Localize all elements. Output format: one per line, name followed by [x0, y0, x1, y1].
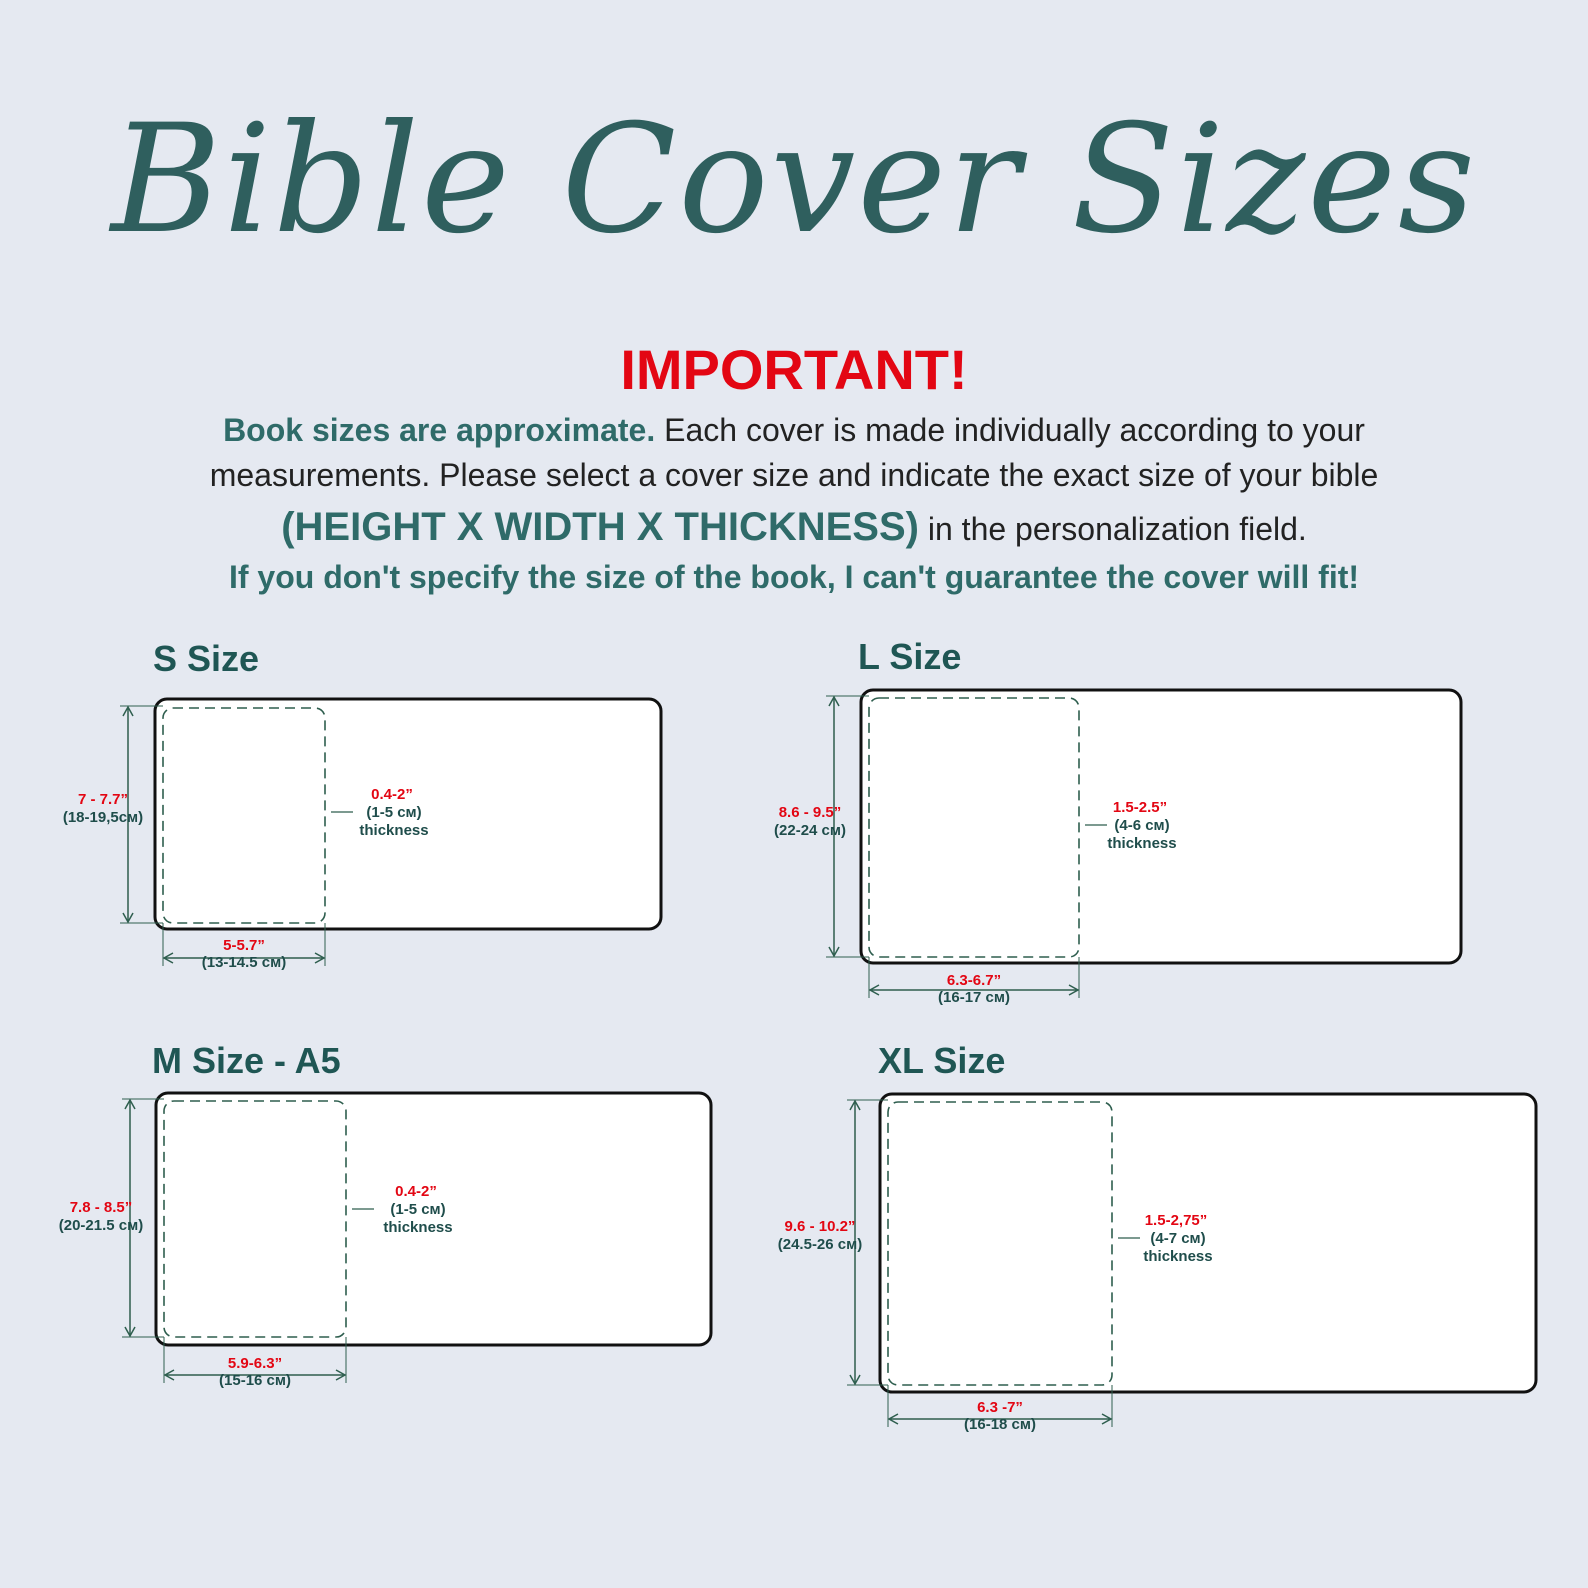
size-title-l: L Size — [858, 636, 962, 677]
intro-line-1-bold: Book sizes are approximate. — [223, 412, 656, 448]
intro-line-3-bold: (HEIGHT X WIDTH X THICKNESS) — [281, 505, 919, 549]
thickness-word-label: thickness — [359, 822, 429, 839]
height-cm-label: (24.5-26 см) — [777, 1236, 863, 1253]
intro-line-3-rest: in the personalization field. — [918, 511, 1307, 547]
height-inches-label: 9.6 - 10.2” — [784, 1218, 856, 1235]
thickness-inches-label: 0.4-2” — [371, 786, 413, 803]
width-cm-label: (16-17 см) — [938, 989, 1010, 1006]
height-cm-label: (22-24 см) — [774, 822, 846, 839]
size-diagram-l — [774, 690, 1461, 1006]
width-inches-label: 6.3 -7” — [977, 1399, 1023, 1416]
width-cm-label: (15-16 см) — [219, 1372, 291, 1389]
thickness-cm-label: (1-5 см) — [390, 1201, 446, 1218]
height-cm-label: (18-19,5см) — [62, 809, 144, 826]
intro-line-4: If you don't specify the size of the book, I can't guarantee the cover will fit! — [228, 559, 1360, 595]
size-diagram-m — [59, 1093, 711, 1389]
thickness-inches-label: 1.5-2.5” — [1112, 799, 1168, 816]
height-cm-label: (20-21.5 см) — [58, 1217, 144, 1234]
size-diagram-xl — [778, 1094, 1536, 1433]
height-inches-label: 7.8 - 8.5” — [69, 1199, 133, 1216]
thickness-inches-label: 1.5-2,75” — [1144, 1212, 1208, 1229]
size-title-xl: XL Size — [878, 1040, 1006, 1081]
height-inches-label: 7 - 7.7” — [77, 791, 129, 808]
width-inches-label: 5.9-6.3” — [227, 1355, 283, 1372]
page-title: Bible Cover Sizes — [110, 93, 1478, 267]
cover-outline — [880, 1094, 1536, 1392]
intro-line-2: measurements. Please select a cover size and indicate the exact size of your bible — [209, 457, 1379, 493]
width-inches-label: 5-5.7” — [223, 937, 265, 954]
thickness-cm-label: (4-6 см) — [1114, 817, 1170, 834]
intro-line-1-rest: Each cover is made individually according to your — [655, 412, 1365, 448]
important-heading: IMPORTANT! — [620, 338, 968, 401]
thickness-word-label: thickness — [1143, 1248, 1213, 1265]
size-title-m: M Size - A5 — [152, 1040, 341, 1081]
thickness-word-label: thickness — [1107, 835, 1177, 852]
thickness-inches-label: 0.4-2” — [395, 1183, 437, 1200]
height-inches-label: 8.6 - 9.5” — [778, 804, 842, 821]
size-diagram-s — [63, 699, 661, 971]
thickness-word-label: thickness — [383, 1219, 453, 1236]
size-title-s: S Size — [153, 638, 260, 679]
width-cm-label: (16-18 см) — [964, 1416, 1036, 1433]
thickness-cm-label: (4-7 см) — [1150, 1230, 1206, 1247]
width-inches-label: 6.3-6.7” — [946, 972, 1002, 989]
width-cm-label: (13-14.5 см) — [201, 954, 287, 971]
thickness-cm-label: (1-5 см) — [366, 804, 422, 821]
